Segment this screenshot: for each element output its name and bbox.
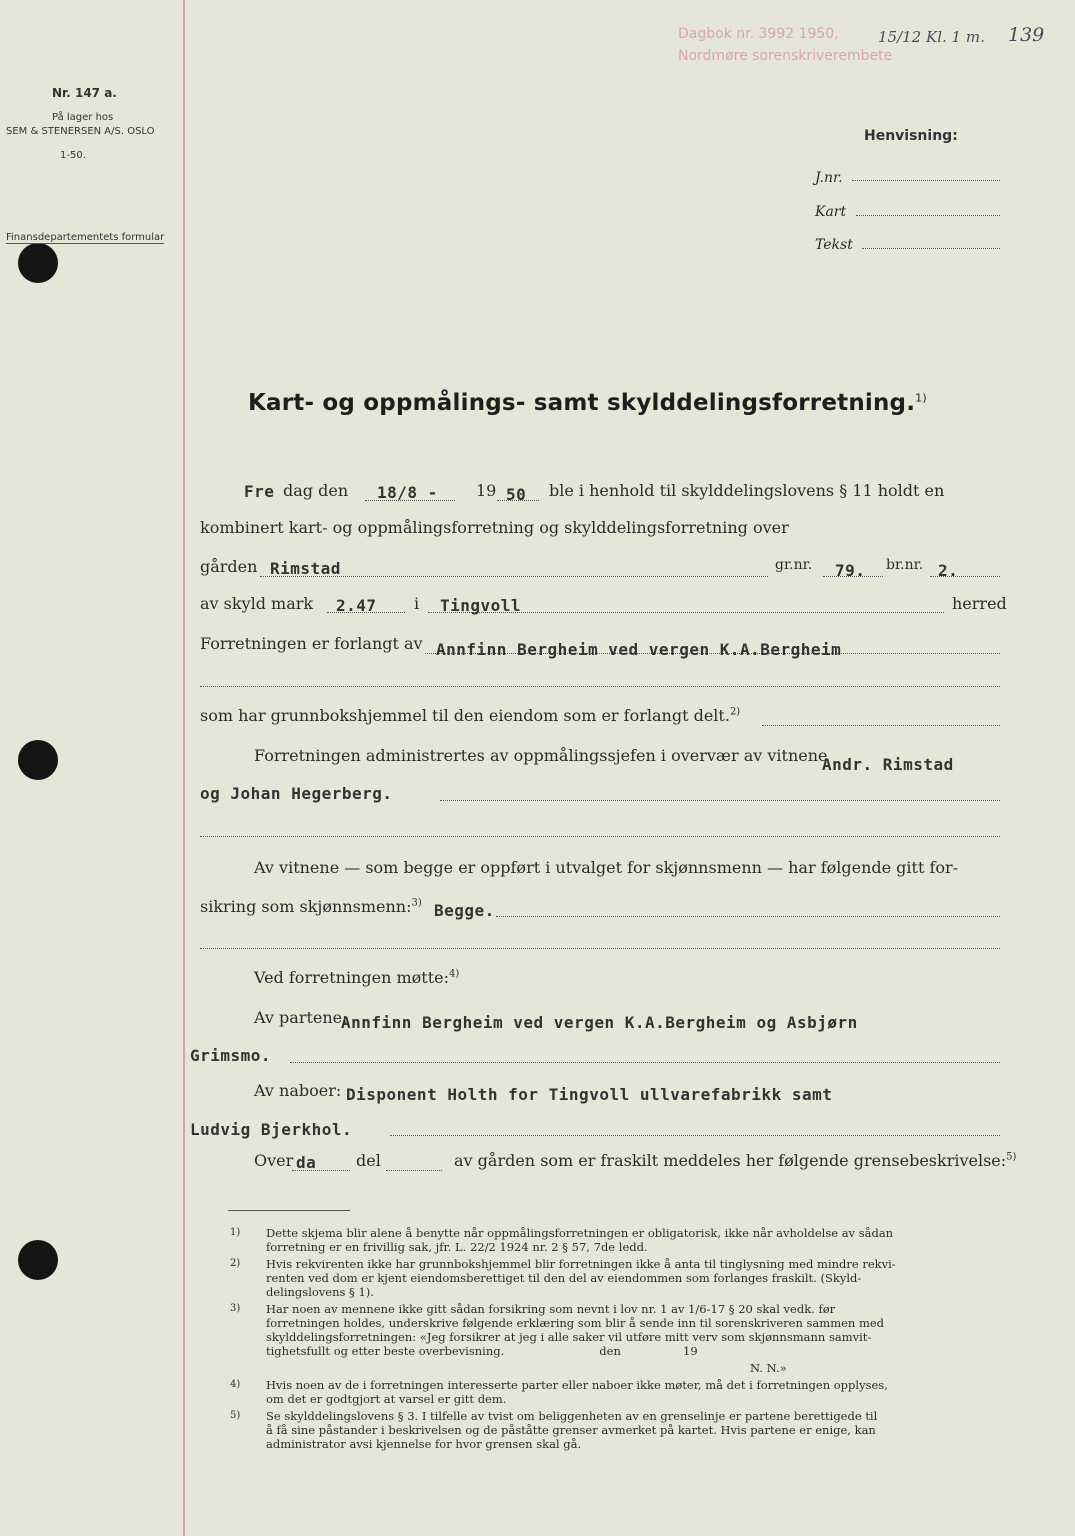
footnote-line: Har noen av mennene ikke gitt sådan forsikring som nevnt i lov nr. 1 av 1/6-17 § 20 skal vedk. før: [266, 1302, 836, 1316]
over-label: Over: [254, 1151, 294, 1170]
footnote: [230, 1226, 1010, 1254]
year-prefix: 19: [476, 481, 497, 500]
attendance-label: Ved forretningen møtte:$^{4)}$: [254, 968, 460, 987]
witnesses-label: Forretningen administrertes av oppmålingssjefen i overvær av vitnene: [254, 746, 828, 765]
footnote-line: Hvis rekvirenten ikke har grunnbokshjemmel blir forretningen ikke å anta til tinglysning med mindre rekvi-: [266, 1257, 896, 1271]
gnr-label: gr.nr.: [775, 557, 813, 573]
assurance-value: Begge.: [434, 901, 495, 920]
line2-text: kombinert kart- og oppmålingsforretning og skylddelingsforretning over: [200, 518, 789, 537]
edition: 1-50.: [60, 150, 86, 161]
footnote-line: Se skylddelingslovens § 3. I tilfelle av tvist om beliggenheten av en grenselinje er partene berettigede til: [266, 1409, 878, 1423]
footnote-line: delingslovens § 1).: [266, 1285, 374, 1299]
footnote-line: forretningen holdes, underskrive følgende erklæring som blir å sende inn til sorenskriveren sammen med: [266, 1316, 885, 1330]
requested-by: Annfinn Bergheim ved vergen K.A.Bergheim: [436, 640, 842, 659]
footnote-line: tighetsfullt og etter beste overbevisning. den 19: [266, 1344, 698, 1358]
footnote-line: Hvis noen av de i forretningen interesserte parter eller naboer ikke møter, må det i forretningen opplyses,: [266, 1378, 888, 1392]
year-value: 50: [506, 485, 527, 504]
parties-value-cont: Grimsmo.: [190, 1046, 272, 1065]
footnote-line: skylddelingsforretningen: «Jeg forsikrer at jeg i alle saker vil utføre mitt verv som skjønnsmann samvit-: [266, 1330, 872, 1344]
footnote-line: å få sine påstander i beskrivelsen og de påståtte grenser avmerket på kartet. Hvis partene er enige, kan: [266, 1423, 876, 1437]
stamp-handwriting: 15/12 Kl. 1 m.: [878, 28, 985, 46]
neighbours-label: Av naboer:: [254, 1081, 342, 1100]
footnote-line: Dette skjema blir alene å benytte når oppmålingsforretningen er obligatorisk, ikke når avholdelse av sådan: [266, 1226, 894, 1240]
footnote-mark: 1): [230, 1227, 241, 1238]
punch-hole: [18, 243, 58, 283]
tekst-label: Tekst: [815, 237, 853, 253]
farm-label: gården: [200, 557, 258, 576]
over-value: da: [296, 1153, 317, 1172]
jnr-label: J.nr.: [815, 170, 843, 186]
mark-value: 2.47: [336, 596, 377, 615]
footnote: [230, 1378, 1010, 1406]
i-label: i: [414, 594, 420, 613]
footnote: [230, 1361, 1010, 1375]
kart-label: Kart: [815, 204, 847, 220]
day-typed: Fre: [244, 482, 275, 501]
mark-label: av skyld mark: [200, 594, 314, 613]
footnote: [230, 1257, 1010, 1299]
ministry-form-label: Finansdepartementets formular: [6, 232, 165, 243]
footnote-mark: 3): [230, 1303, 241, 1314]
stamp-line-2: Nordmøre sorenskriverembete: [678, 48, 893, 64]
municipality: Tingvoll: [440, 596, 522, 615]
footnote-mark: 2): [230, 1258, 241, 1269]
footnotes: [230, 1226, 1010, 1454]
line9-text: Av vitnene — som begge er oppført i utvalget for skjønnsmenn — har følgende gitt for-: [254, 858, 959, 877]
stock-line-2: SEM & STENERSEN A/S. OSLO: [6, 126, 155, 137]
stamp-line-1: Dagbok nr. 3992 1950,: [678, 26, 839, 42]
margin-rule: [183, 0, 185, 1536]
farm-name: Rimstad: [270, 559, 341, 578]
footnote-rule: [228, 1210, 350, 1211]
footnote-line: forretning er en frivillig sak, jfr. L. 22/2 1924 nr. 2 § 57, 7de ledd.: [266, 1240, 648, 1254]
neighbours-value-cont: Ludvig Bjerkhol.: [190, 1120, 353, 1139]
reference-heading: Henvisning:: [864, 128, 958, 144]
requested-by-label: Forretningen er forlangt av: [200, 634, 423, 653]
herred-label: herred: [952, 594, 1007, 613]
line1-rest: ble i henhold til skylddelingslovens § 11 holdt en: [549, 481, 945, 500]
footnote-mark: 5): [230, 1410, 241, 1421]
page-number: 139: [1008, 24, 1045, 46]
gnr-value: 79.: [835, 561, 866, 580]
footnote-line: renten ved dom er kjent eiendomsberettiget til den del av eiendommen som forlanges fraskilt. (Skyld-: [266, 1271, 862, 1285]
parties-label: Av partene:: [254, 1008, 348, 1027]
footnote-line: om det er godtgjort at varsel er gitt dem.: [266, 1392, 507, 1406]
document-title: Kart- og oppmålings- samt skylddelingsforretning.$^{1)}$: [248, 390, 927, 416]
witness-2: og Johan Hegerberg.: [200, 784, 393, 803]
footnote: [230, 1409, 1010, 1451]
punch-hole: [18, 1240, 58, 1280]
del-label: del: [356, 1151, 381, 1170]
bnr-value: 2.: [938, 561, 959, 580]
date-value: 18/8 -: [377, 483, 438, 502]
title-holder-text: som har grunnbokshjemmel til den eiendom som er forlangt delt.$^{2)}$: [200, 706, 741, 725]
stock-line-1: På lager hos: [52, 112, 114, 123]
parties-value: Annfinn Bergheim ved vergen K.A.Bergheim og Asbjørn: [341, 1013, 858, 1032]
witness-1: Andr. Rimstad: [822, 755, 954, 774]
boundary-label: av gården som er fraskilt meddeles her følgende grensebeskrivelse:$^{5)}$: [454, 1151, 1017, 1170]
footnote: [230, 1302, 1010, 1358]
footnote-mark: 4): [230, 1379, 241, 1390]
footnote-line: N. N.»: [750, 1361, 787, 1375]
neighbours-value: Disponent Holth for Tingvoll ullvarefabrikk samt: [346, 1085, 833, 1104]
bnr-label: br.nr.: [886, 557, 924, 573]
footnote-line: administrator avsi kjennelse for hvor grensen skal gå.: [266, 1437, 582, 1451]
title-note: 1): [915, 391, 927, 405]
punch-hole: [18, 740, 58, 780]
form-number: Nr. 147 a.: [52, 86, 117, 100]
day-suffix: dag den: [283, 481, 349, 500]
assurance-label: sikring som skjønnsmenn:$^{3)}$: [200, 897, 422, 916]
